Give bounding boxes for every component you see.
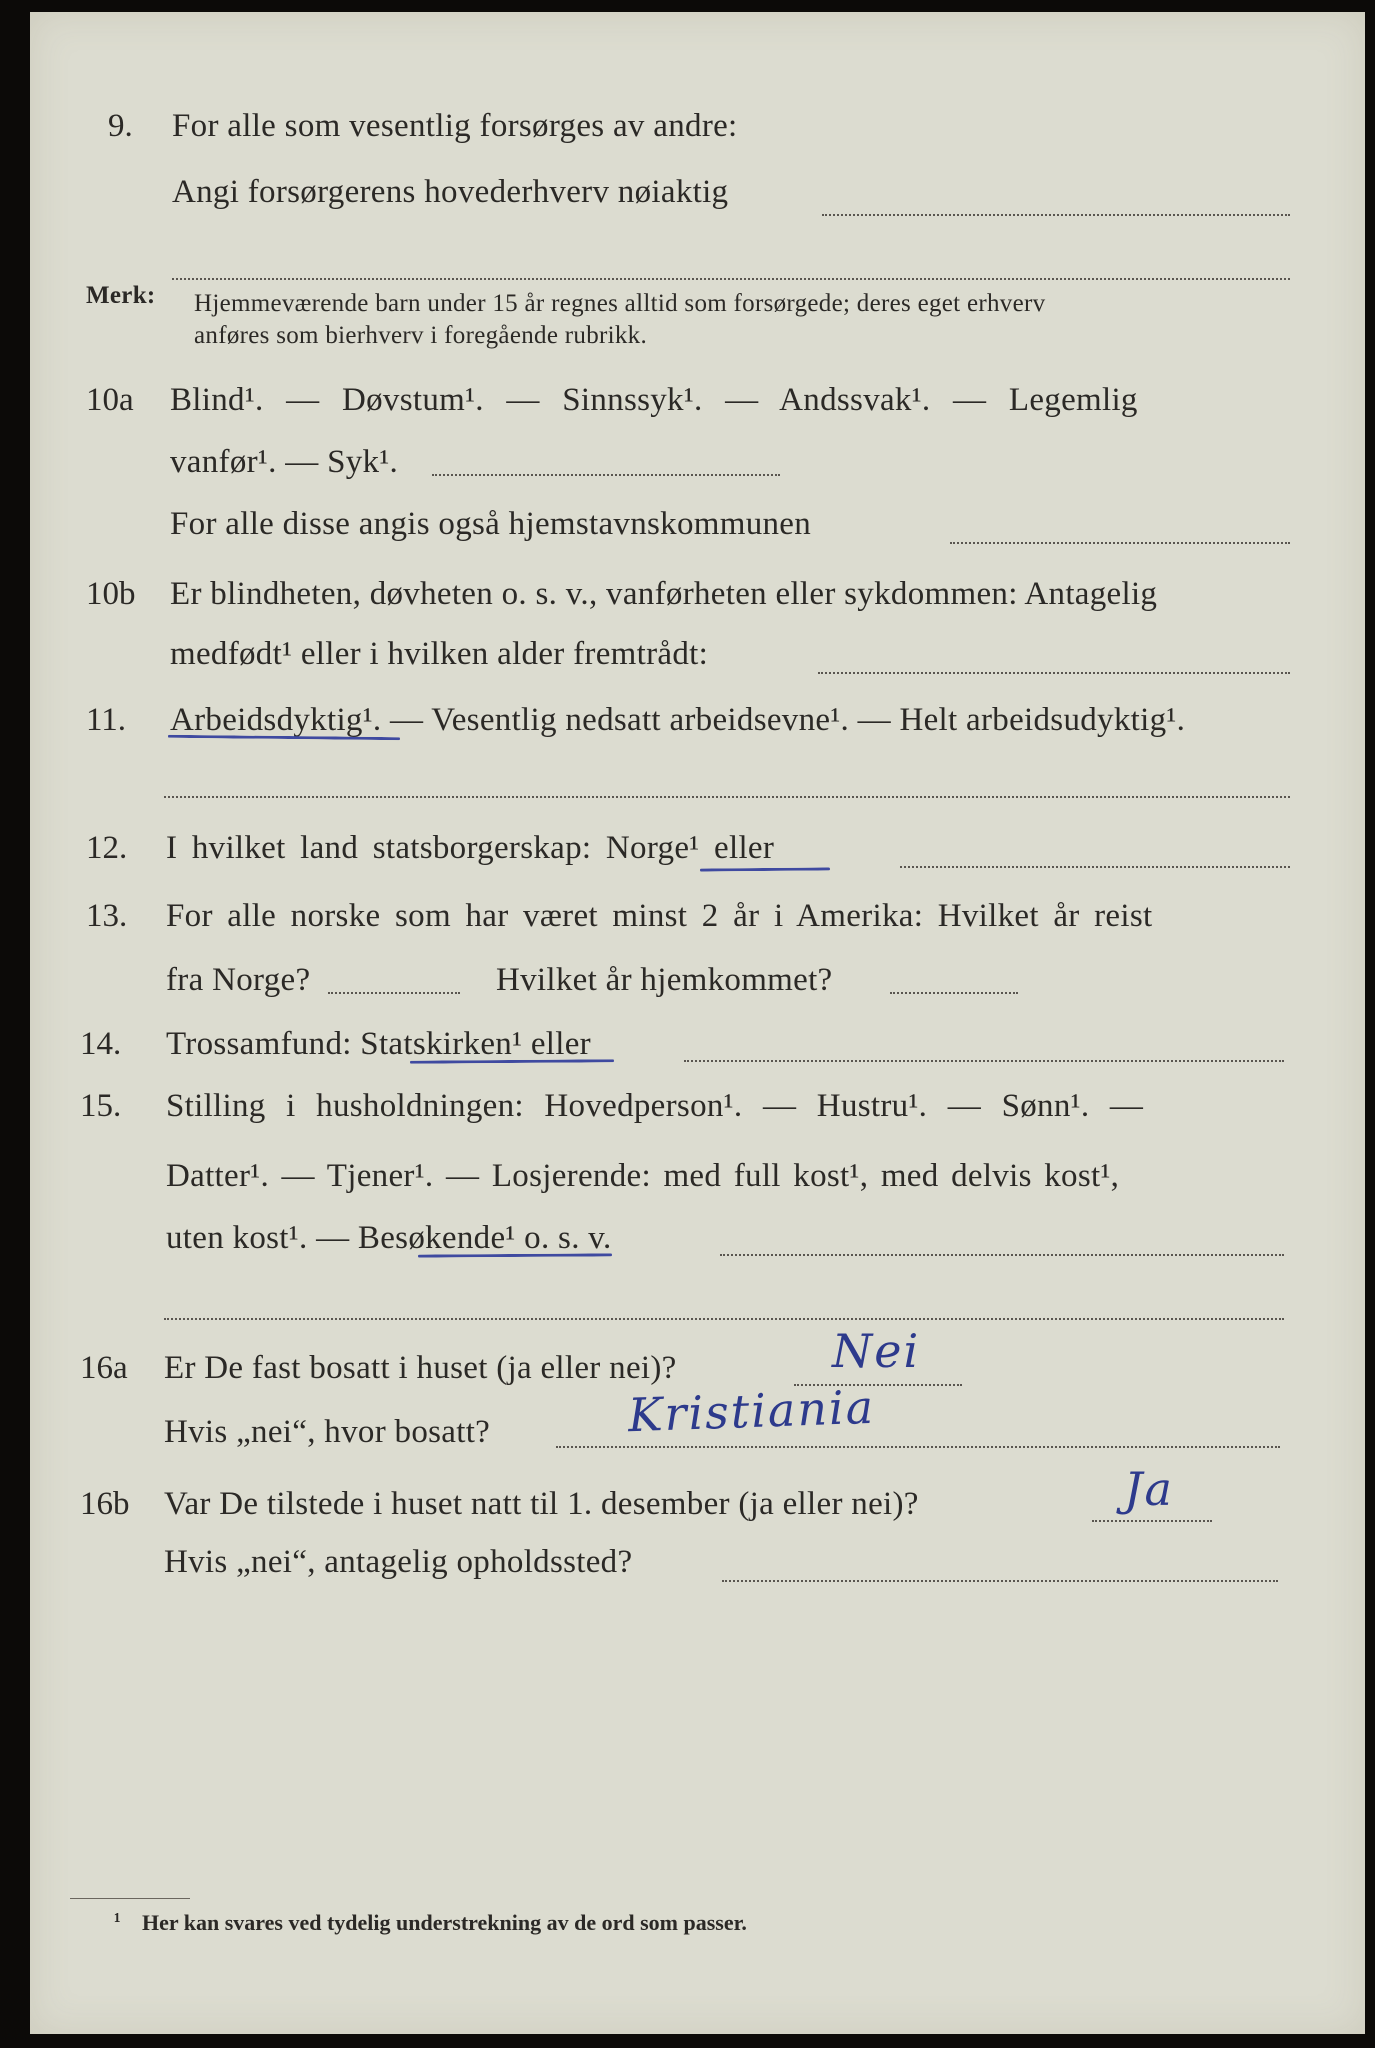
q12-answer-line[interactable]: [900, 866, 1290, 868]
merk-line2: anføres som bierhverv i foregående rubrikk.: [194, 322, 648, 349]
q9-number: 9.: [108, 108, 133, 144]
q16b-answer-line-2[interactable]: [722, 1580, 1278, 1582]
q16b-handwritten-answer-1: Ja: [1124, 1462, 1174, 1516]
q16b-line2: Hvis „nei“, antagelig opholdssted?: [164, 1544, 633, 1580]
q13-line2b: Hvilket år hjemkommet?: [496, 962, 833, 998]
q16a-number: 16a: [80, 1350, 128, 1386]
q16a-handwritten-answer-2: Kristiania: [627, 1379, 876, 1443]
q10a-number: 10a: [86, 382, 134, 418]
q10a-kommune-line[interactable]: [950, 542, 1290, 544]
q9-line1: For alle som vesentlig forsørges av andre:: [172, 108, 738, 144]
q12-text: I hvilket land statsborgerskap: Norge¹ eller: [166, 830, 775, 866]
q12-number: 12.: [86, 830, 128, 866]
q10b-line1: Er blindheten, døvheten o. s. v., vanførheten eller sykdommen: Antagelig: [170, 576, 1158, 612]
q13-line1: For alle norske som har været minst 2 år i Amerika: Hvilket år reist: [166, 898, 1153, 934]
q9-answer-line[interactable]: [822, 214, 1290, 216]
footnote-text: Her kan svares ved tydelig understrekning av de ord som passer.: [142, 1910, 747, 1935]
q14-text: Trossamfund: Statskirken¹ eller: [166, 1026, 591, 1062]
q11-number: 11.: [86, 702, 127, 738]
q15-answer-line-2[interactable]: [164, 1318, 1284, 1320]
merk-label: Merk:: [86, 282, 156, 309]
q13-hjemkommet-answer-line[interactable]: [890, 992, 1018, 994]
q10b-line2: medfødt¹ eller i hvilken alder fremtrådt:: [170, 636, 709, 672]
q15-line1: Stilling i husholdningen: Hovedperson¹. — Hustru¹. — Sønn¹. —: [166, 1088, 1144, 1124]
q10a-line3: For alle disse angis også hjemstavnskommunen: [170, 506, 812, 542]
q16a-line1: Er De fast bosatt i huset (ja eller nei)?: [164, 1350, 677, 1386]
q15-number: 15.: [80, 1088, 122, 1124]
q16b-answer-line-1[interactable]: [1092, 1520, 1212, 1522]
q14-number: 14.: [80, 1026, 122, 1062]
q10a-line2: vanfør¹. — Syk¹.: [170, 444, 399, 480]
q10b-number: 10b: [86, 576, 136, 612]
q13-line2a: fra Norge?: [166, 962, 311, 998]
q16b-number: 16b: [80, 1486, 130, 1522]
q9-line2: Angi forsørgerens hovederhverv nøiaktig: [172, 174, 729, 210]
q15-answer-line[interactable]: [720, 1254, 1284, 1256]
q16a-handwritten-answer-1: Nei: [832, 1324, 921, 1378]
q13-reist-answer-line[interactable]: [328, 992, 460, 994]
q11-line1: Arbeidsdyktig¹. — Vesentlig nedsatt arbeidsevne¹. — Helt arbeidsudyktig¹.: [170, 702, 1186, 738]
q10b-answer-line[interactable]: [818, 672, 1290, 674]
q16b-line1: Var De tilstede i huset natt til 1. desember (ja eller nei)?: [164, 1486, 919, 1522]
q16a-answer-line-2[interactable]: [556, 1446, 1280, 1448]
q10a-answer-line[interactable]: [432, 474, 780, 476]
merk-line1: Hjemmeværende barn under 15 år regnes alltid som forsørgede; deres eget erhverv: [194, 290, 1046, 317]
q15-line2: Datter¹. — Tjener¹. — Losjerende: med full kost¹, med delvis kost¹,: [166, 1158, 1120, 1194]
q16a-line2: Hvis „nei“, hvor bosatt?: [164, 1414, 491, 1450]
footnote-rule: [70, 1898, 190, 1899]
q10a-line1: Blind¹. — Døvstum¹. — Sinnssyk¹. — Andssvak¹. — Legemlig: [170, 382, 1138, 418]
q15-line3: uten kost¹. — Besøkende¹ o. s. v.: [166, 1220, 612, 1256]
footnote-marker: ¹: [114, 1908, 121, 1933]
q11-answer-line[interactable]: [164, 796, 1290, 798]
q13-number: 13.: [86, 898, 128, 934]
q14-answer-line[interactable]: [684, 1060, 1284, 1062]
q9-answer-line-2[interactable]: [172, 278, 1290, 280]
